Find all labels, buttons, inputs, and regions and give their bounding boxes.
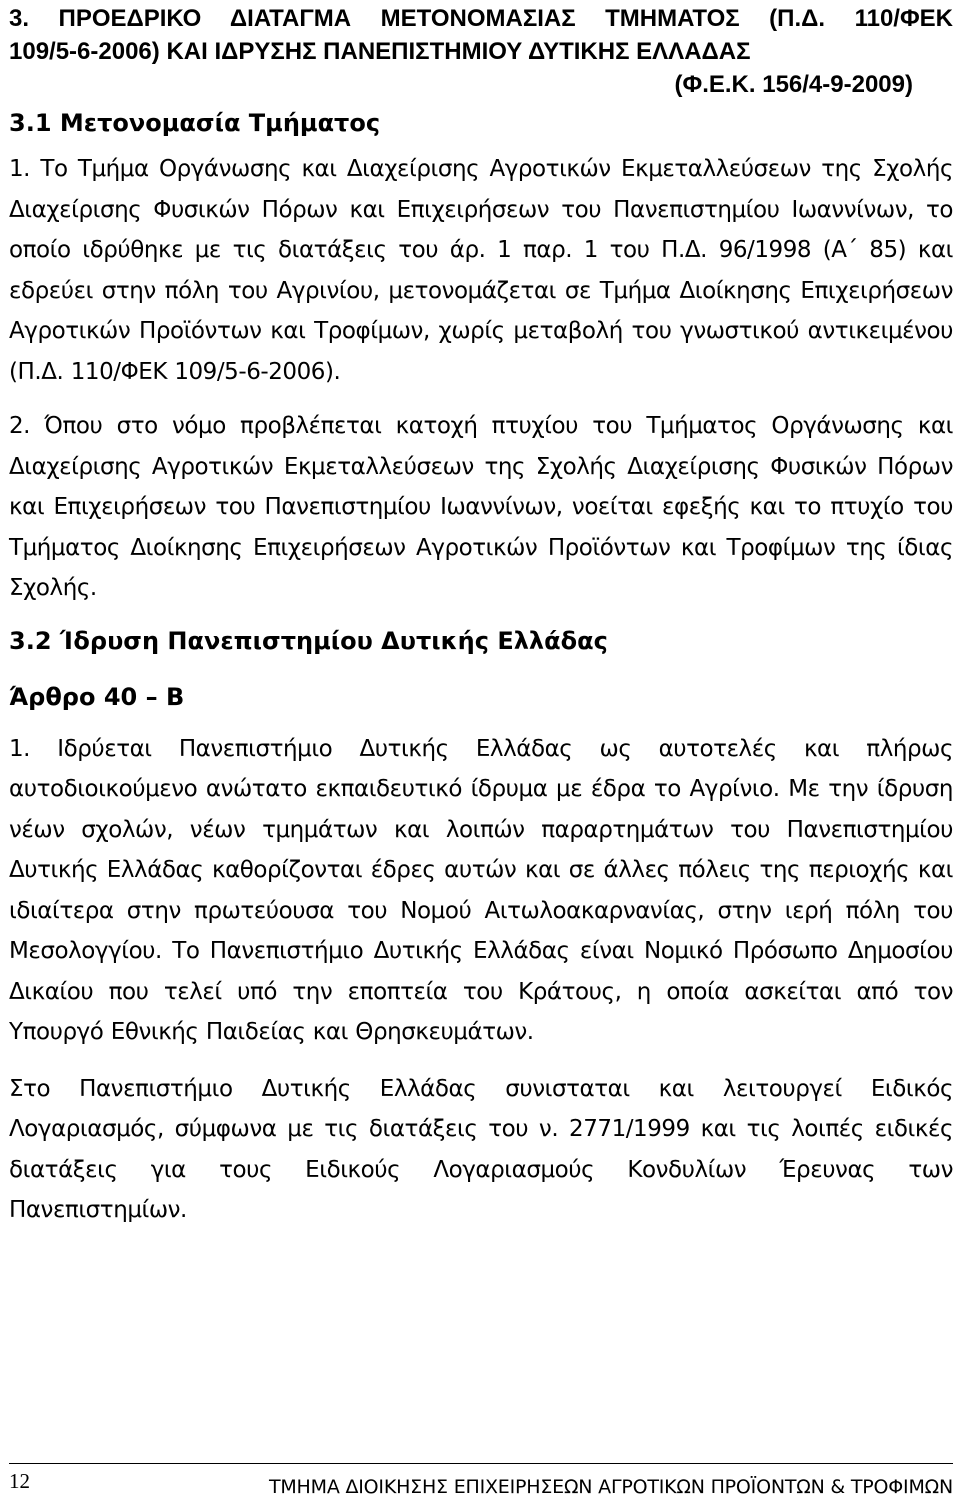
section-heading-line-2: 109/5-6-2006) ΚΑΙ ΙΔΡΥΣΗΣ ΠΑΝΕΠΙΣΤΗΜΙΟΥ ΔΥΤΙΚΗΣ ΕΛΛΑΔΑΣ bbox=[9, 38, 751, 65]
paragraph-special-account: Στο Πανεπιστήμιο Δυτικής Ελλάδας συνισταται και λειτουργεί Ειδικός Λογαριασμός, σύμφωνα με τις διατάξεις του ν. 2771/1999 και τις λοιπές ειδικές διατάξεις για τους Ειδικούς Λογαριασμούς Κονδυλίων Έρευνας των Πανεπιστημίων. bbox=[9, 1075, 953, 1223]
section-heading bbox=[9, 0, 953, 101]
section-heading-line-3: (Φ.Ε.Κ. 156/4-9-2009) bbox=[674, 71, 913, 98]
paragraph-university-founding: 1. Ιδρύεται Πανεπιστήμιο Δυτικής Ελλάδας ως αυτοτελές και πλήρως αυτοδιοικούμενο ανώτατο εκπαιδευτικό ίδρυμα με έδρα το Αγρίνιο. Με την ίδρυση νέων σχολών, νέων τμημάτων και λοιπών παραρτημάτων του Πανεπιστημίου Δυτικής Ελλάδας καθορίζονται έδρες αυτών και σε άλλες πόλεις της περιοχής και ιδιαίτερα στην πρωτεύουσα του Νομού Αιτωλοακαρνανίας, στην ιερή πόλη του Μεσολογγίου. Το Πανεπιστήμιο Δυτικής Ελλάδας είναι Νομικό Πρόσωπο Δημοσίου Δικαίου που τελεί υπό την εποπτεία του Κράτους, η οποία ασκείται από τον Υπουργό Εθνικής Παιδείας και Θρησκευμάτων. bbox=[9, 735, 953, 1045]
subsection-heading-rename: 3.1 Μετονομασία Τμήματος bbox=[9, 109, 381, 137]
page-footer bbox=[9, 1463, 953, 1497]
document-page bbox=[9, 0, 953, 1231]
paragraph-rename-department: 1. Το Τμήμα Οργάνωσης και Διαχείρισης Αγροτικών Εκμεταλλεύσεων της Σχολής Διαχείρισης Φυσικών Πόρων και Επιχειρήσεων του Πανεπιστημίου Ιωαννίνων, το οποίο ιδρύθηκε με τις διατάξεις του άρ. 1 παρ. 1 του Π.Δ. 96/1998 (Α΄ 85) και εδρεύει στην πόλη του Αγρινίου, μετονομάζεται σε Τμήμα Διοίκησης Επιχειρήσεων Αγροτικών Προϊόντων και Τροφίμων, χωρίς μεταβολή του γνωστικού αντικειμένου (Π.Δ. 110/ΦΕΚ 109/5-6-2006). bbox=[9, 156, 953, 385]
footer-title: ΤΜΗΜΑ ΔΙΟΙΚΗΣΗΣ ΕΠΙΧΕΙΡΗΣΕΩΝ ΑΓΡΟΤΙΚΩΝ ΠΡΟΪΟΝΤΩΝ & ΤΡΟΦΙΜΩΝ bbox=[268, 1476, 953, 1498]
paragraph-degree-equivalence: 2. Όπου στο νόμο προβλέπεται κατοχή πτυχίου του Τμήματος Οργάνωσης και Διαχείρισης Αγροτικών Εκμεταλλεύσεων της Σχολής Διαχείρισης Φυσικών Πόρων και Επιχειρήσεων του Πανεπιστημίου Ιωαννίνων, νοείται εφεξής και το πτυχίο του Τμήματος Διοίκησης Επιχειρήσεων Αγροτικών Προϊόντων και Τροφίμων της ίδιας Σχολής. bbox=[9, 413, 953, 601]
page-number: 12 bbox=[9, 1469, 30, 1493]
article-title: Άρθρο 40 – Β bbox=[9, 682, 185, 711]
section-heading-line-1: 3. ΠΡΟΕΔΡΙΚΟ ΔΙΑΤΑΓΜΑ ΜΕΤΟΝΟΜΑΣΙΑΣ ΤΜΗΜΑΤΟΣ (Π.Δ. 110/ΦΕΚ bbox=[9, 5, 953, 32]
footer-divider bbox=[9, 1463, 953, 1464]
subsection-heading-founding: 3.2 Ίδρυση Πανεπιστημίου Δυτικής Ελλάδας bbox=[9, 626, 608, 655]
